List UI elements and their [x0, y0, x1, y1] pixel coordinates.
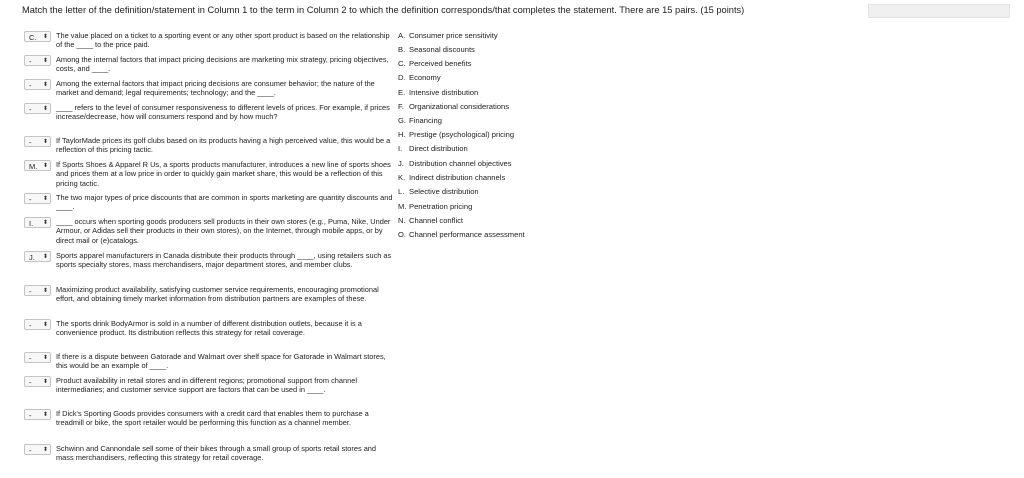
select-value: -	[29, 446, 32, 455]
option-letter: F.	[398, 102, 404, 111]
chevron-updown-icon: ⬍	[42, 139, 48, 145]
option-label: Direct distribution	[409, 144, 468, 153]
select-value: -	[29, 287, 32, 296]
question-text: Sports apparel manufacturers in Canada distribute their products through ____, using retailers such as sports specialty stores, mass merchandisers, major department stores, and member clubs.	[56, 251, 392, 270]
answer-select[interactable]	[24, 160, 51, 171]
answer-select[interactable]	[24, 376, 51, 387]
option-letter: A.	[398, 31, 406, 40]
option-letter: C.	[398, 59, 406, 68]
option-label: Prestige (psychological) pricing	[409, 130, 515, 139]
option-item	[398, 130, 514, 139]
option-item	[398, 159, 512, 168]
option-letter: G.	[398, 116, 407, 125]
option-letter: K.	[398, 173, 406, 182]
option-label: Channel performance assessment	[409, 230, 525, 239]
option-label: Indirect distribution channels	[409, 173, 506, 182]
option-item	[398, 144, 468, 153]
question-text: The sports drink BodyArmor is sold in a number of different distribution outlets, because it is a convenience product. Its distribution reflects this strategy for retail coverage.	[56, 319, 362, 338]
option-letter: O.	[398, 230, 407, 239]
chevron-updown-icon: ⬍	[42, 196, 48, 202]
option-letter: I.	[398, 144, 403, 153]
question-text: Schwinn and Cannondale sell some of their bikes through a small group of sports retail stores and mass merchandisers, reflecting this strategy for retail coverage.	[56, 444, 377, 463]
question-text: ____ refers to the level of consumer responsiveness to different levels of prices. For example, if prices increase/decrease, how will consumers respond and by how much?	[56, 103, 390, 122]
select-value: J.	[29, 253, 35, 262]
option-label: Selective distribution	[409, 187, 479, 196]
option-letter: M.	[398, 202, 407, 211]
option-letter: N.	[398, 216, 406, 225]
option-label: Channel conflict	[409, 216, 464, 225]
option-label: Seasonal discounts	[409, 45, 475, 54]
instructions-text: Match the letter of the definition/statement in Column 1 to the term in Column 2 to which the definition corresponds/that completes the statement. There are 15 pairs. (15 points)	[22, 5, 745, 15]
question-text: Among the external factors that impact pricing decisions are consumer behavior; the nature of the market and demand; legal requirements; technology; and the ____.	[56, 79, 375, 98]
option-letter: B.	[398, 45, 406, 54]
question-text: If there is a dispute between Gatorade and Walmart over shelf space for Gatorade in Walmart stores, this would be an example of ____.	[56, 352, 386, 371]
option-letter: D.	[398, 73, 406, 82]
chevron-updown-icon: ⬍	[42, 322, 48, 328]
answer-select[interactable]	[24, 251, 51, 262]
question-text: If Sports Shoes & Apparel R Us, a sports products manufacturer, introduces a new line of sports shoes and prices them at a low price in order to quickly gain market share, this would be a reflection of this pricing tactic.	[56, 160, 391, 188]
select-value: -	[29, 81, 32, 90]
answer-select[interactable]	[24, 136, 51, 147]
select-value: I.	[29, 219, 34, 228]
chevron-updown-icon: ⬍	[42, 34, 48, 40]
chevron-updown-icon: ⬍	[42, 163, 48, 169]
option-label: Organizational considerations	[409, 102, 510, 111]
answer-select[interactable]	[24, 31, 51, 42]
select-value: -	[29, 57, 32, 66]
question-text: If Dick's Sporting Goods provides consumers with a credit card that enables them to purchase a treadmill or bike, the sport retailer would be performing this function as a channel member.	[56, 409, 369, 428]
answer-select[interactable]	[24, 217, 51, 228]
select-value: -	[29, 321, 32, 330]
option-letter: E.	[398, 88, 406, 97]
option-label: Penetration pricing	[409, 202, 473, 211]
answer-select[interactable]	[24, 79, 51, 90]
chevron-updown-icon: ⬍	[42, 58, 48, 64]
select-value: -	[29, 195, 32, 204]
option-item	[398, 88, 478, 97]
chevron-updown-icon: ⬍	[42, 412, 48, 418]
chevron-updown-icon: ⬍	[42, 447, 48, 453]
question-text: The two major types of price discounts that are common in sports marketing are quantity discounts and ____.	[56, 193, 393, 212]
chevron-updown-icon: ⬍	[42, 288, 48, 294]
option-item	[398, 45, 475, 54]
option-item	[398, 31, 498, 40]
option-letter: J.	[398, 159, 404, 168]
answer-select[interactable]	[24, 103, 51, 114]
question-text: Among the internal factors that impact pricing decisions are marketing mix strategy, pricing objectives, costs, and ____.	[56, 55, 389, 74]
answer-select[interactable]	[24, 319, 51, 330]
option-label: Economy	[409, 73, 441, 82]
question-text: If TaylorMade prices its golf clubs based on its products having a high perceived value, this would be a reflection of this pricing tactic.	[56, 136, 391, 155]
option-item	[398, 216, 463, 225]
option-item	[398, 230, 525, 239]
question-text: Product availability in retail stores and in different regions; promotional support from channel intermediaries; and customer service support are factors that can be used in ____.	[56, 376, 357, 395]
option-label: Perceived benefits	[409, 59, 472, 68]
option-item	[398, 173, 505, 182]
select-value: -	[29, 411, 32, 420]
answer-select[interactable]	[24, 352, 51, 363]
answer-select[interactable]	[24, 444, 51, 455]
chevron-updown-icon: ⬍	[42, 254, 48, 260]
chevron-updown-icon: ⬍	[42, 106, 48, 112]
chevron-updown-icon: ⬍	[42, 355, 48, 361]
chevron-updown-icon: ⬍	[42, 82, 48, 88]
option-letter: H.	[398, 130, 406, 139]
question-text: ____ occurs when sporting goods producers sell products in their own stores (e.g., Puma, Nike, Under Armour, or Adidas sell their products in their own stores), on the Internet, through mobile apps, or by direct mail or (e)catalogs.	[56, 217, 391, 245]
chevron-updown-icon: ⬍	[42, 379, 48, 385]
option-label: Distribution channel objectives	[409, 159, 512, 168]
option-item	[398, 187, 479, 196]
answer-select[interactable]	[24, 409, 51, 420]
answer-select[interactable]	[24, 285, 51, 296]
answer-select[interactable]	[24, 55, 51, 66]
option-label: Intensive distribution	[409, 88, 479, 97]
answer-select[interactable]	[24, 193, 51, 204]
select-value: -	[29, 105, 32, 114]
select-value: -	[29, 354, 32, 363]
question-text: Maximizing product availability, satisfying customer service requirements, encouraging promotional effort, and obtaining timely market information from distribution partners are examples of these.	[56, 285, 379, 304]
option-item	[398, 202, 472, 211]
chevron-updown-icon: ⬍	[42, 220, 48, 226]
select-value: -	[29, 378, 32, 387]
option-label: Consumer price sensitivity	[409, 31, 498, 40]
option-label: Financing	[409, 116, 442, 125]
option-item	[398, 102, 509, 111]
option-letter: L.	[398, 187, 405, 196]
option-item	[398, 116, 442, 125]
select-value: M.	[29, 162, 38, 171]
option-item	[398, 73, 441, 82]
select-value: C.	[29, 33, 37, 42]
select-value: -	[29, 138, 32, 147]
top-right-box	[868, 4, 1010, 18]
question-text: The value placed on a ticket to a sporting event or any other sport product is based on the relationship of the ____ to the price paid.	[56, 31, 390, 50]
option-item	[398, 59, 471, 68]
